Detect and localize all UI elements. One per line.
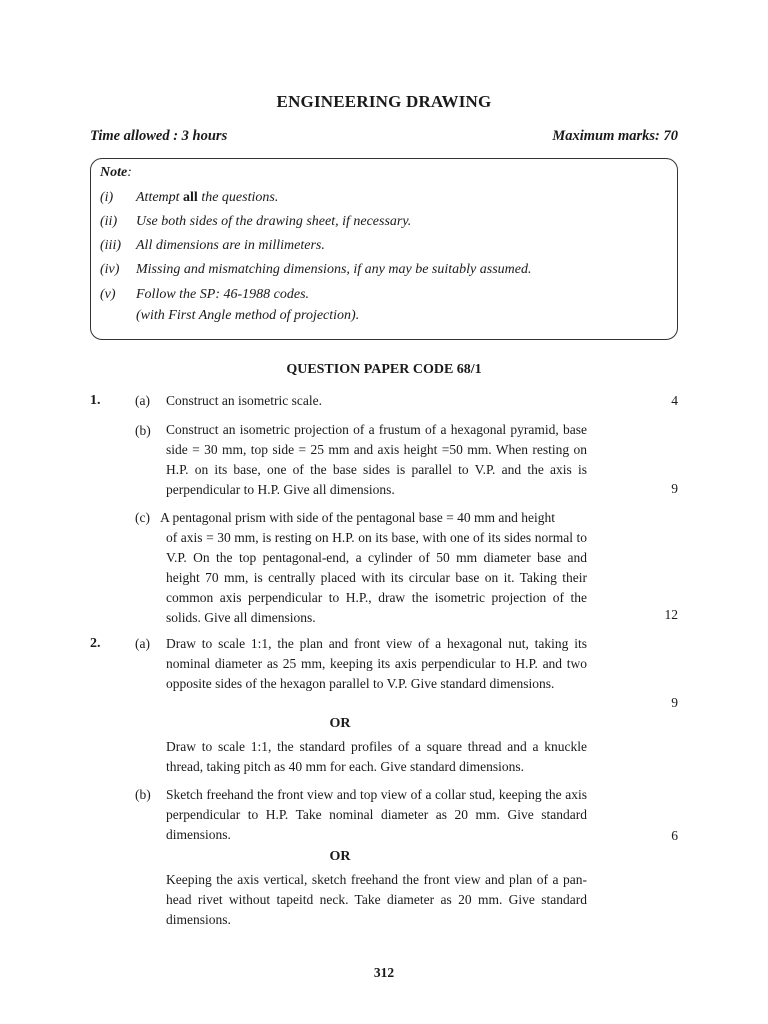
note-item: (i) Attempt all the questions. <box>100 190 279 205</box>
question-number: 2. <box>90 636 101 651</box>
note-item: (v) Follow the SP: 46-1988 codes. <box>100 287 310 302</box>
note-item: (iii) All dimensions are in millimeters. <box>100 238 325 253</box>
marks: 9 <box>671 695 678 710</box>
part-label: (b) <box>135 423 151 438</box>
maximum-marks: Maximum marks: 70 <box>552 128 678 144</box>
paper-meta <box>90 128 678 145</box>
marks: 12 <box>664 607 678 622</box>
instructions-box <box>90 158 678 340</box>
question-text: Draw to scale 1:1, the plan and front view of a hexagonal nut, taking its nominal diameter as 25 mm, keeping its axis perpendicular to H.P. and two opposite sides of the hexagon parallel to V.P. Give standard dimensions. <box>166 636 587 691</box>
or-separator: OR <box>329 716 351 731</box>
alternative-question-text: Draw to scale 1:1, the standard profiles of a square thread and a knuckle thread, taking pitch as 40 mm for each. Give standard dimensions. <box>166 739 587 774</box>
part-label: (b) <box>135 787 151 802</box>
question-paper-code: QUESTION PAPER CODE 68/1 <box>286 362 482 377</box>
question-text: Construct an isometric projection of a frustum of a hexagonal pyramid, base side = 30 mm, top side = 25 mm and axis height =50 mm. When resting on H.P. on its base, one of the base sides is parallel to V.P. and the axis is perpendicular to H.P. Give all dimensions. <box>166 422 587 497</box>
marks: 9 <box>671 481 678 496</box>
paper-title: ENGINEERING DRAWING <box>276 92 492 111</box>
part-label: (a) <box>135 393 150 408</box>
note-item: (ii) Use both sides of the drawing sheet, if necessary. <box>100 214 412 229</box>
time-allowed: Time allowed : 3 hours <box>90 128 228 144</box>
marks: 6 <box>671 828 678 843</box>
page-number: 312 <box>373 965 395 980</box>
question-text: (c) A pentagonal prism with side of the pentagonal base = 40 mm and height <box>135 510 556 525</box>
question-number: 1. <box>90 393 101 408</box>
alternative-question-text: Keeping the axis vertical, sketch freehand the front view and plan of a pan-head rivet without tapeitd neck. Take diameter as 20 mm. Give standard dimensions. <box>166 872 587 927</box>
question-text: Construct an isometric scale. <box>166 393 322 408</box>
marks: 4 <box>671 393 678 408</box>
note-item: (iv) Missing and mismatching dimensions, if any may be suitably assumed. <box>100 262 532 277</box>
note-item-continuation: (with First Angle method of projection). <box>136 308 360 323</box>
part-label: (a) <box>135 636 150 651</box>
question-text: of axis = 30 mm, is resting on H.P. on its base, with one of its sides normal to V.P. On the top pentagonal-end, a cylinder of 50 mm diameter base and height 70 mm, is centrally placed with its circular base on it. Taking their common axis perpendicular to H.P., draw the isometric projection of the solids. Give all dimensions. <box>166 530 587 625</box>
question-text: Sketch freehand the front view and top view of a collar stud, keeping the axis perpendicular to H.P. Take nominal diameter as 20 mm. Give standard dimensions. <box>166 787 587 842</box>
note-heading: Note: <box>100 165 132 180</box>
or-separator: OR <box>329 849 351 864</box>
